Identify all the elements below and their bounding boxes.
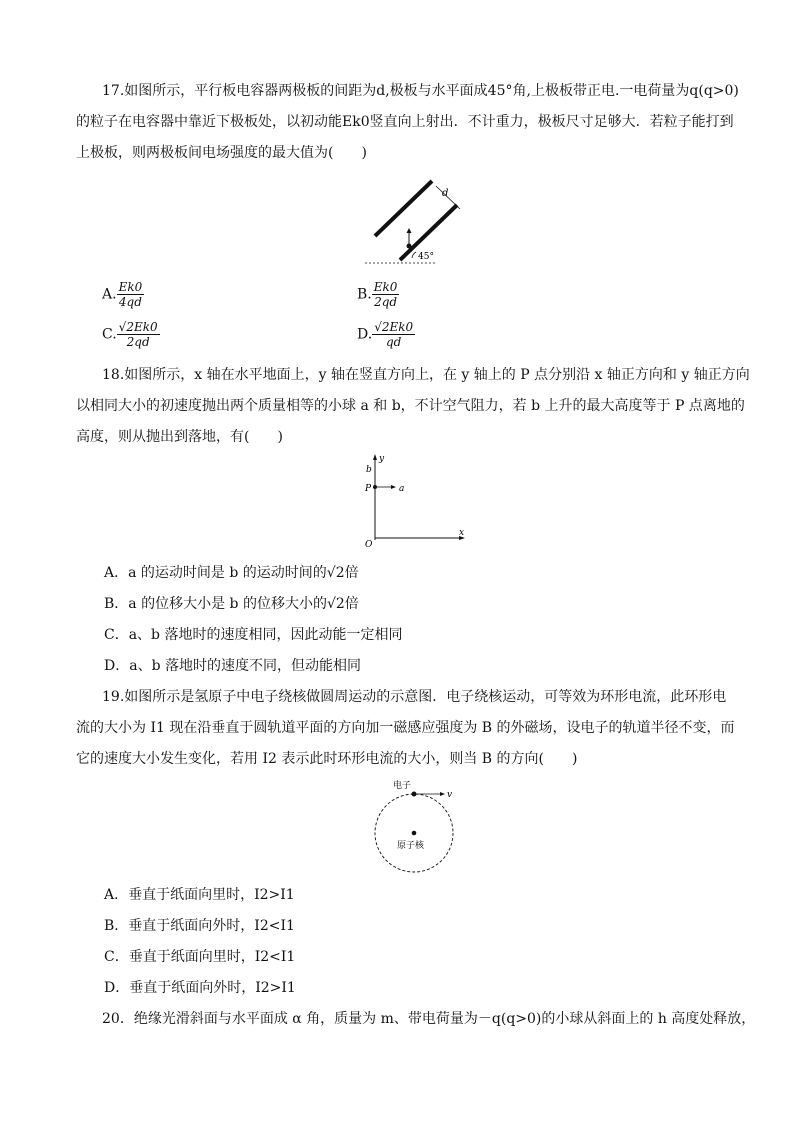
label-v: v — [447, 790, 453, 800]
q18-figure — [360, 452, 470, 552]
label-electron: 电子 — [393, 781, 412, 791]
q19-stem-line-1: 19.如图所示是氢原子中电子绕核做圆周运动的示意图．电子绕核运动，可等效为环形电流，此环形电 — [102, 689, 727, 705]
electron-dot — [412, 792, 417, 797]
q18-option-b[interactable]: B．a 的位移大小是 b 的位移大小的√2倍 — [104, 596, 359, 612]
option-label: A. — [102, 286, 117, 303]
option-label: D. — [357, 326, 373, 343]
fraction — [117, 280, 145, 309]
q19-stem-line-3: 它的速度大小发生变化，若用 I2 表示此时环形电流的大小，则当 B 的方向( ) — [76, 751, 578, 767]
denominator: 2qd — [126, 335, 150, 349]
angle-arc — [412, 252, 416, 258]
q19-figure — [360, 778, 470, 876]
numerator: √2Ek0 — [118, 320, 158, 334]
label-a: a — [399, 484, 405, 494]
fraction — [117, 320, 160, 349]
option-label: B. — [357, 286, 372, 303]
denominator: 2qd — [374, 295, 398, 309]
q19-option-d[interactable]: D．垂直于纸面向外时，I2>I1 — [104, 980, 296, 996]
y-arrowhead-icon — [373, 454, 377, 460]
q19-option-c[interactable]: C．垂直于纸面向里时，I2<I1 — [104, 949, 296, 965]
q18-stem-line-1: 18.如图所示，x 轴在水平地面上，y 轴在竖直方向上，在 y 轴上的 P 点分别沿 x 轴正方向和 y 轴正方向 — [102, 367, 750, 383]
label-x: x — [459, 528, 465, 538]
arrowhead-icon — [391, 485, 396, 489]
q17-figure — [360, 176, 480, 266]
label-nucleus: 原子核 — [397, 841, 425, 851]
denominator: qd — [385, 335, 402, 349]
q18-option-a[interactable]: A．a 的运动时间是 b 的运动时间的√2倍 — [104, 565, 359, 581]
q17-option-a[interactable] — [102, 280, 144, 309]
q19-option-b[interactable]: B．垂直于纸面向外时，I2<I1 — [104, 918, 295, 934]
q18-option-c[interactable]: C．a、b 落地时的速度相同，因此动能一定相同 — [104, 627, 403, 643]
q18-stem-line-2: 以相同大小的初速度抛出两个质量相等的小球 a 和 b，不计空气阻力，若 b 上升的最大高度等于 P 点离地的 — [76, 398, 745, 414]
q17-option-c[interactable] — [102, 320, 160, 349]
arrowhead-icon — [407, 228, 412, 233]
point-p — [373, 485, 377, 489]
label-o: O — [365, 540, 373, 550]
particle — [407, 244, 412, 249]
q17-option-d[interactable] — [357, 320, 415, 349]
upper-plate — [375, 181, 432, 236]
q19-stem-line-2: 流的大小为 I1 现在沿垂直于圆轨道平面的方向加一磁感应强度为 B 的外磁场，设电子的轨道半径不变，而 — [76, 720, 735, 736]
label-45: 45° — [418, 252, 434, 262]
numerator: Ek0 — [118, 280, 143, 294]
fraction — [372, 320, 415, 349]
fraction — [372, 280, 400, 309]
denominator: 4qd — [118, 295, 142, 309]
q18-option-d[interactable]: D．a、b 落地时的速度不同，但动能相同 — [104, 658, 361, 674]
label-d: d — [442, 188, 449, 199]
q17-option-b[interactable] — [357, 280, 399, 309]
arrowhead-icon — [440, 792, 445, 796]
numerator: Ek0 — [373, 280, 398, 294]
q17-stem-line-3: 上极板，则两极板间电场强度的最大值为( ) — [76, 145, 367, 161]
q18-stem-line-3: 高度，则从抛出到落地，有( ) — [76, 429, 283, 445]
numerator: √2Ek0 — [374, 320, 414, 334]
label-y: y — [379, 454, 385, 464]
option-label: C. — [102, 326, 117, 343]
label-p: P — [365, 484, 372, 494]
nucleus-dot — [412, 831, 417, 836]
label-b: b — [366, 465, 372, 475]
q20-stem-line-1: 20．绝缘光滑斜面与水平面成 α 角，质量为 m、带电荷量为－q(q>0)的小球从斜面上的 h 高度处释放， — [102, 1011, 756, 1027]
q19-option-a[interactable]: A．垂直于纸面向里时，I2>I1 — [104, 887, 295, 903]
q17-stem-line-1: 17.如图所示，平行板电容器两极板的间距为d,极板与水平面成45°角,上极板带正电.一电荷量为q(q>0) — [102, 83, 739, 99]
q17-stem-line-2: 的粒子在电容器中靠近下极板处，以初动能Ek0竖直向上射出．不计重力，极板尺寸足够大．若粒子能打到 — [76, 114, 734, 130]
